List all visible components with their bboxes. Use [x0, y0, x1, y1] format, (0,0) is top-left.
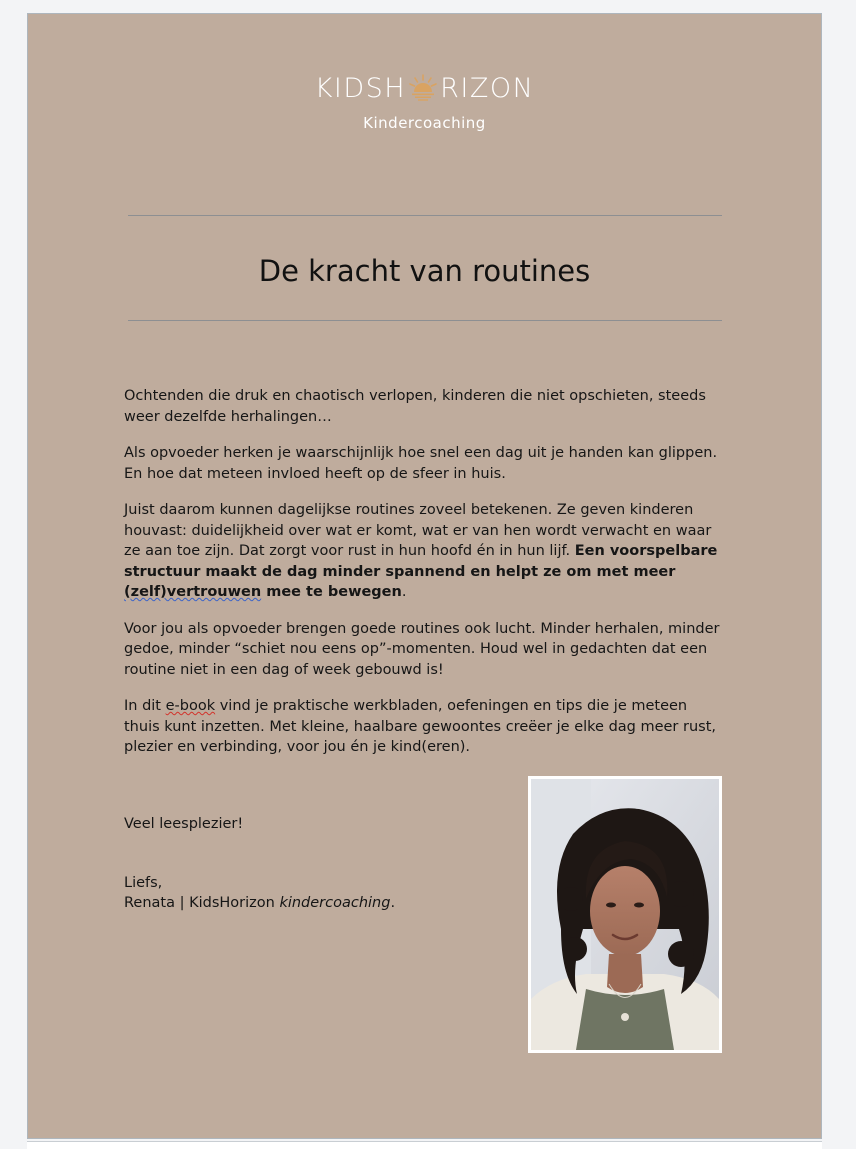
logo [28, 72, 821, 132]
closing: Liefs, [124, 874, 163, 891]
body-text [124, 386, 724, 774]
logo-text-before: KIDSH [314, 72, 407, 104]
signature-end: . [390, 895, 396, 911]
paragraph-3-end: . [401, 584, 407, 600]
paragraph-3-text: Juist daarom kunnen dagelijkse routines zoveel betekenen. Ze geven kinderen houvast: duidelijkheid over wat er komt, wat er van hen wordt verwacht en waar ze aan toe zijn. Dat zorgt voor rust in hun hoofd én in hun lijf. [124, 502, 712, 559]
signature-italic: kindercoaching [279, 895, 391, 911]
logo-wordmark [315, 72, 535, 104]
paragraph-5-text-a: In dit [124, 698, 166, 714]
paragraph-3 [124, 500, 724, 603]
author-photo [528, 776, 722, 1053]
signature [124, 893, 504, 914]
paragraph-4: Voor jou als opvoeder brengen goede routines ook lucht. Minder herhalen, minder gedoe, minder “schiet nou eens op”-momenten. Houd wel in gedachten dat een routine niet in een dag of week gebouwd is! [124, 620, 720, 678]
bold-text-a: Een voorspelbare structuur maakt de dag minder spannend en helpt ze om met meer [124, 543, 718, 580]
top-divider [128, 215, 722, 216]
paragraph-2: Als opvoeder herken je waarschijnlijk hoe snel een dag uit je handen kan glippen. En hoe dat meteen invloed heeft op de sfeer in huis. [124, 445, 718, 482]
paragraph-1: Ochtenden die druk en chaotisch verlopen, kinderen die niet opschieten, steeds weer dezelfde herhalingen… [124, 388, 706, 425]
spellcheck-marked-word[interactable]: (zelf)vertrouwen [124, 584, 262, 600]
page-title: De kracht van routines [258, 254, 591, 288]
greeting: Veel leesplezier! [124, 816, 244, 832]
signature-name: Renata | KidsHorizon [124, 895, 280, 911]
bottom-divider [128, 320, 722, 321]
signoff [124, 814, 504, 914]
spellcheck-marked-word-ebook[interactable]: e-book [165, 698, 216, 714]
logo-text-after: RIZON [440, 72, 535, 104]
paragraph-5 [124, 696, 724, 758]
bold-text-b: mee te bewegen [261, 584, 402, 600]
logo-tagline: Kindercoaching [363, 114, 486, 132]
document-page [27, 13, 822, 1139]
paragraph-5-text-b: vind je praktische werkbladen, oefeningen en tips die je meteen thuis kunt inzetten. Met kleine, haalbare gewoontes creëer je elke dag meer rust, plezier en verbinding, voor jou én je kind(eren). [124, 698, 717, 755]
sun-horizon-icon [407, 72, 439, 104]
